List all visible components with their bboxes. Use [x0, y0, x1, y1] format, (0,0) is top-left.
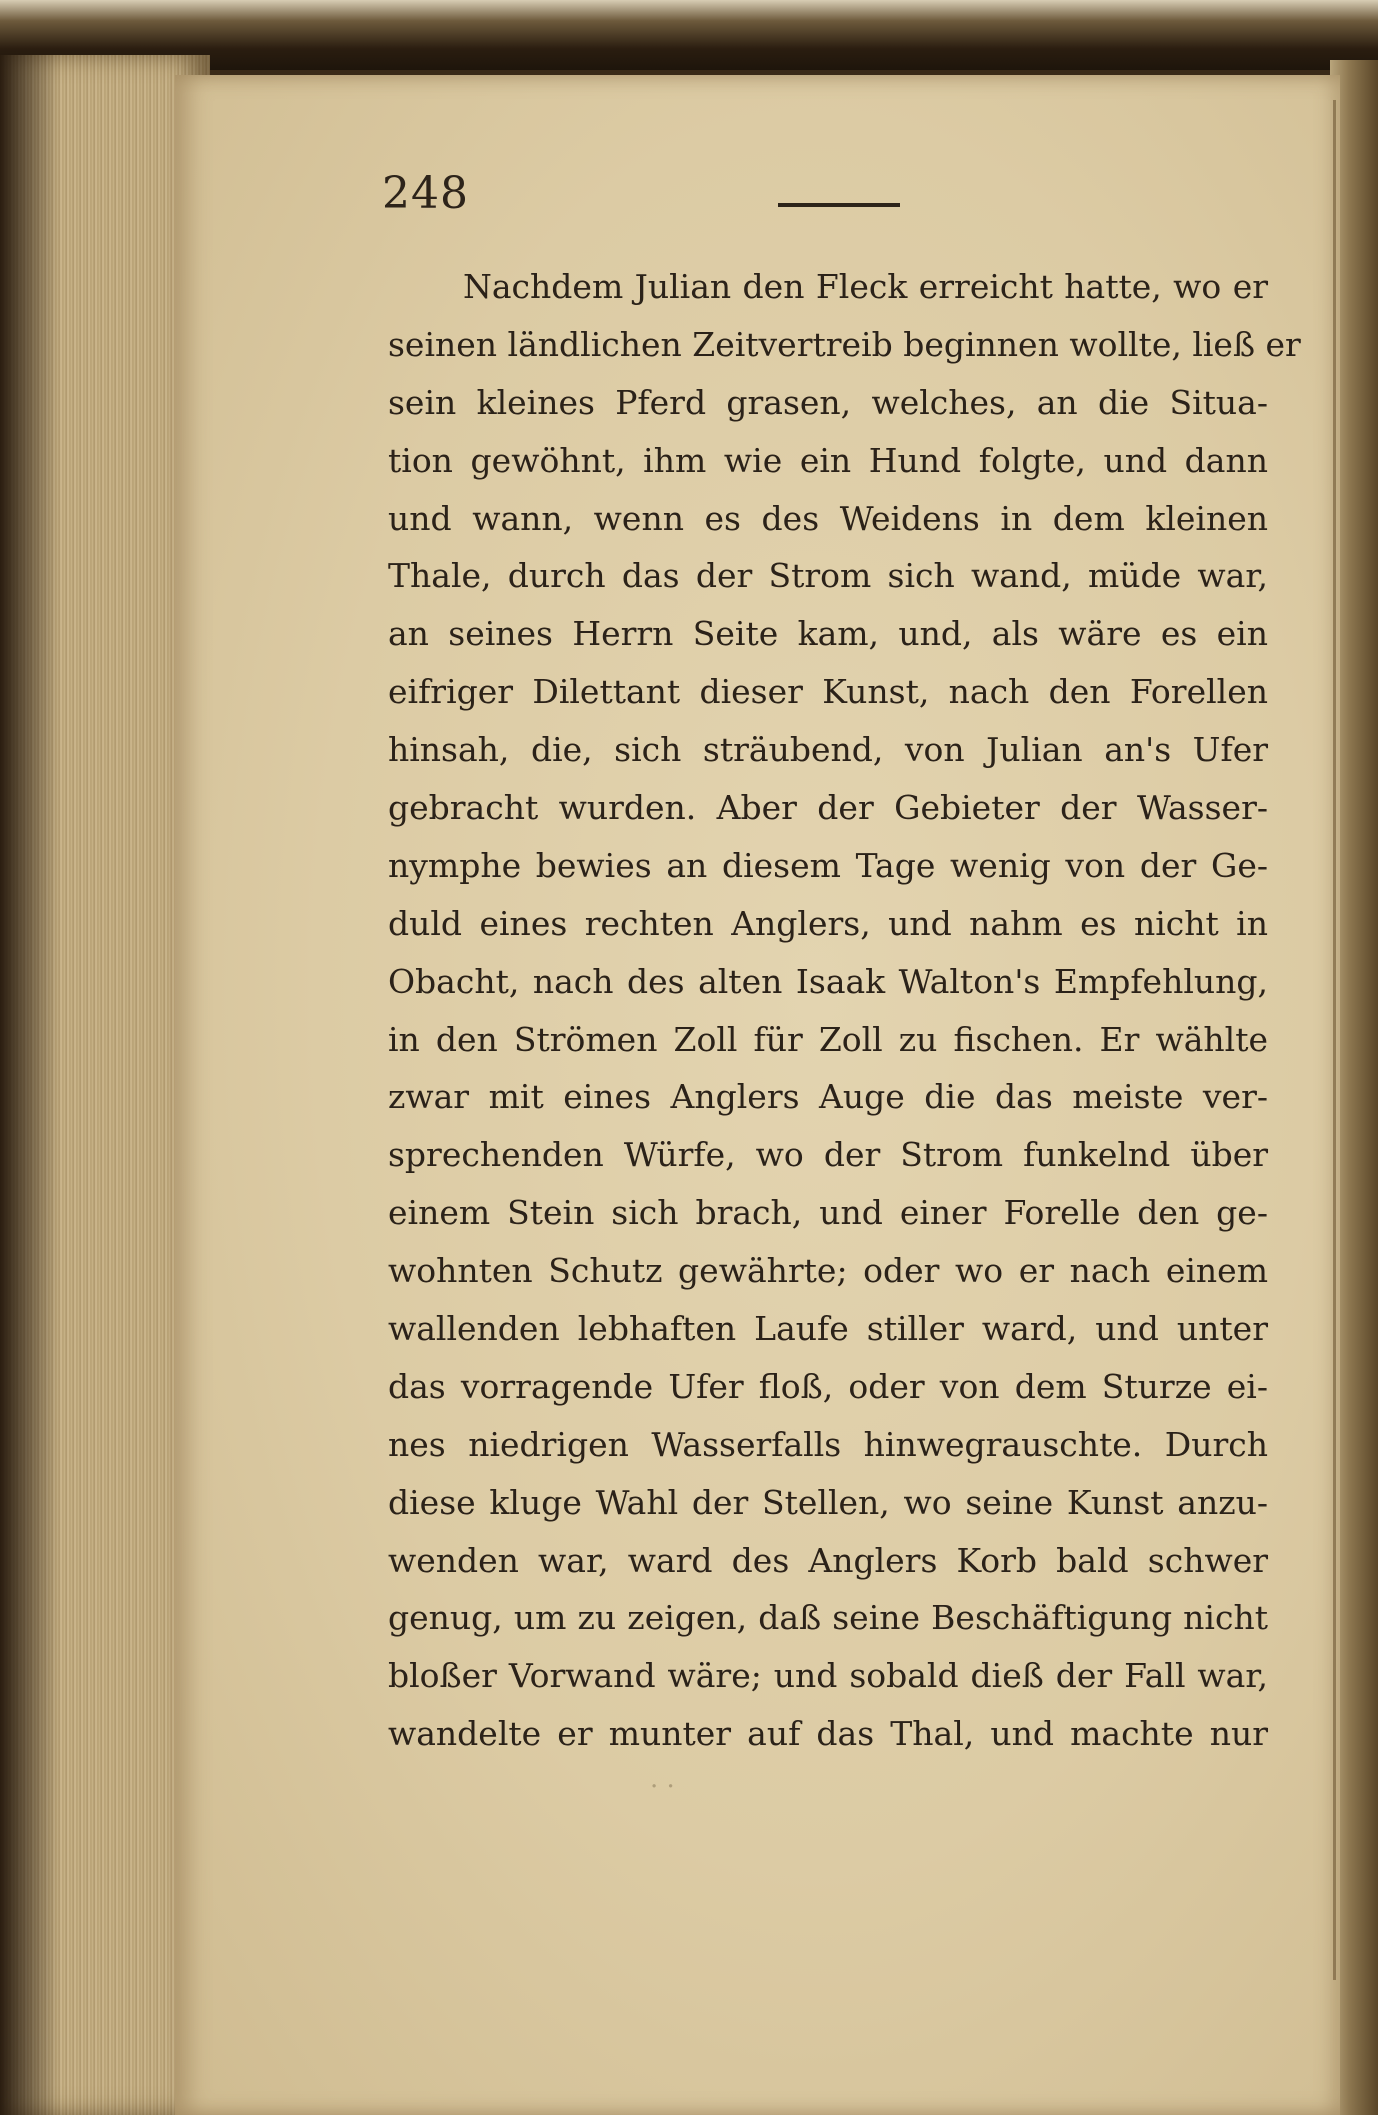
text-line: an seines Herrn Seite kam, und, als wäre es ein [388, 614, 1268, 654]
page-number: 248 [382, 168, 469, 219]
text-line: Obacht, nach des alten Isaak Walton's Empfehlung, [388, 961, 1268, 1001]
page-gutter-line [1333, 100, 1336, 1980]
text-line: tion gewöhnt, ihm wie ein Hund folgte, und dann [388, 440, 1268, 480]
text-line: duld eines rechten Anglers, und nahm es nicht in [388, 903, 1268, 943]
text-line: seinen ländlichen Zeitvertreib beginnen wollte, ließ er [388, 324, 1301, 364]
text-line: Thale, durch das der Strom sich wand, müde war, [388, 556, 1268, 596]
text-line: bloßer Vorwand wäre; und sobald dieß der Fall war, [388, 1656, 1268, 1696]
text-line: in den Strömen Zoll für Zoll zu fischen. Er wählte [388, 1019, 1268, 1059]
text-line: diese kluge Wahl der Stellen, wo seine Kunst anzu- [388, 1482, 1268, 1522]
text-line: nes niedrigen Wasserfalls hinwegrauschte. Durch [388, 1424, 1268, 1464]
text-line: hinsah, die, sich sträubend, von Julian an's Ufer [388, 730, 1268, 770]
header-rule [778, 203, 900, 207]
text-line: das vorragende Ufer floß, oder von dem Sturze ei- [388, 1366, 1268, 1406]
text-line: eifriger Dilettant dieser Kunst, nach den Forellen [388, 672, 1268, 712]
text-line: wandelte er munter auf das Thal, und machte nur [388, 1714, 1268, 1754]
text-line: gebracht wurden. Aber der Gebieter der Wasser- [388, 788, 1268, 828]
body-text [388, 258, 1301, 1763]
text-line: Nachdem Julian den Fleck erreicht hatte, wo er [463, 267, 1268, 306]
text-line: genug, um zu zeigen, daß seine Beschäftigung nicht [388, 1598, 1268, 1638]
text-line: sein kleines Pferd grasen, welches, an die Situa- [388, 382, 1268, 422]
bleed-through-mark: · · [650, 1772, 675, 1802]
text-line: wohnten Schutz gewährte; oder wo er nach einem [388, 1251, 1268, 1291]
text-line: nymphe bewies an diesem Tage wenig von der Ge- [388, 845, 1268, 885]
text-line: wenden war, ward des Anglers Korb bald schwer [388, 1540, 1268, 1580]
text-line: sprechenden Würfe, wo der Strom funkelnd über [388, 1135, 1268, 1175]
text-line: einem Stein sich brach, und einer Forelle den ge- [388, 1193, 1268, 1233]
text-line: zwar mit eines Anglers Auge die das meiste ver- [388, 1077, 1268, 1117]
text-line: wallenden lebhaften Laufe stiller ward, und unter [388, 1309, 1268, 1349]
text-line: und wann, wenn es des Weidens in dem kleinen [388, 498, 1268, 538]
page-edges-shadow [0, 55, 60, 2115]
